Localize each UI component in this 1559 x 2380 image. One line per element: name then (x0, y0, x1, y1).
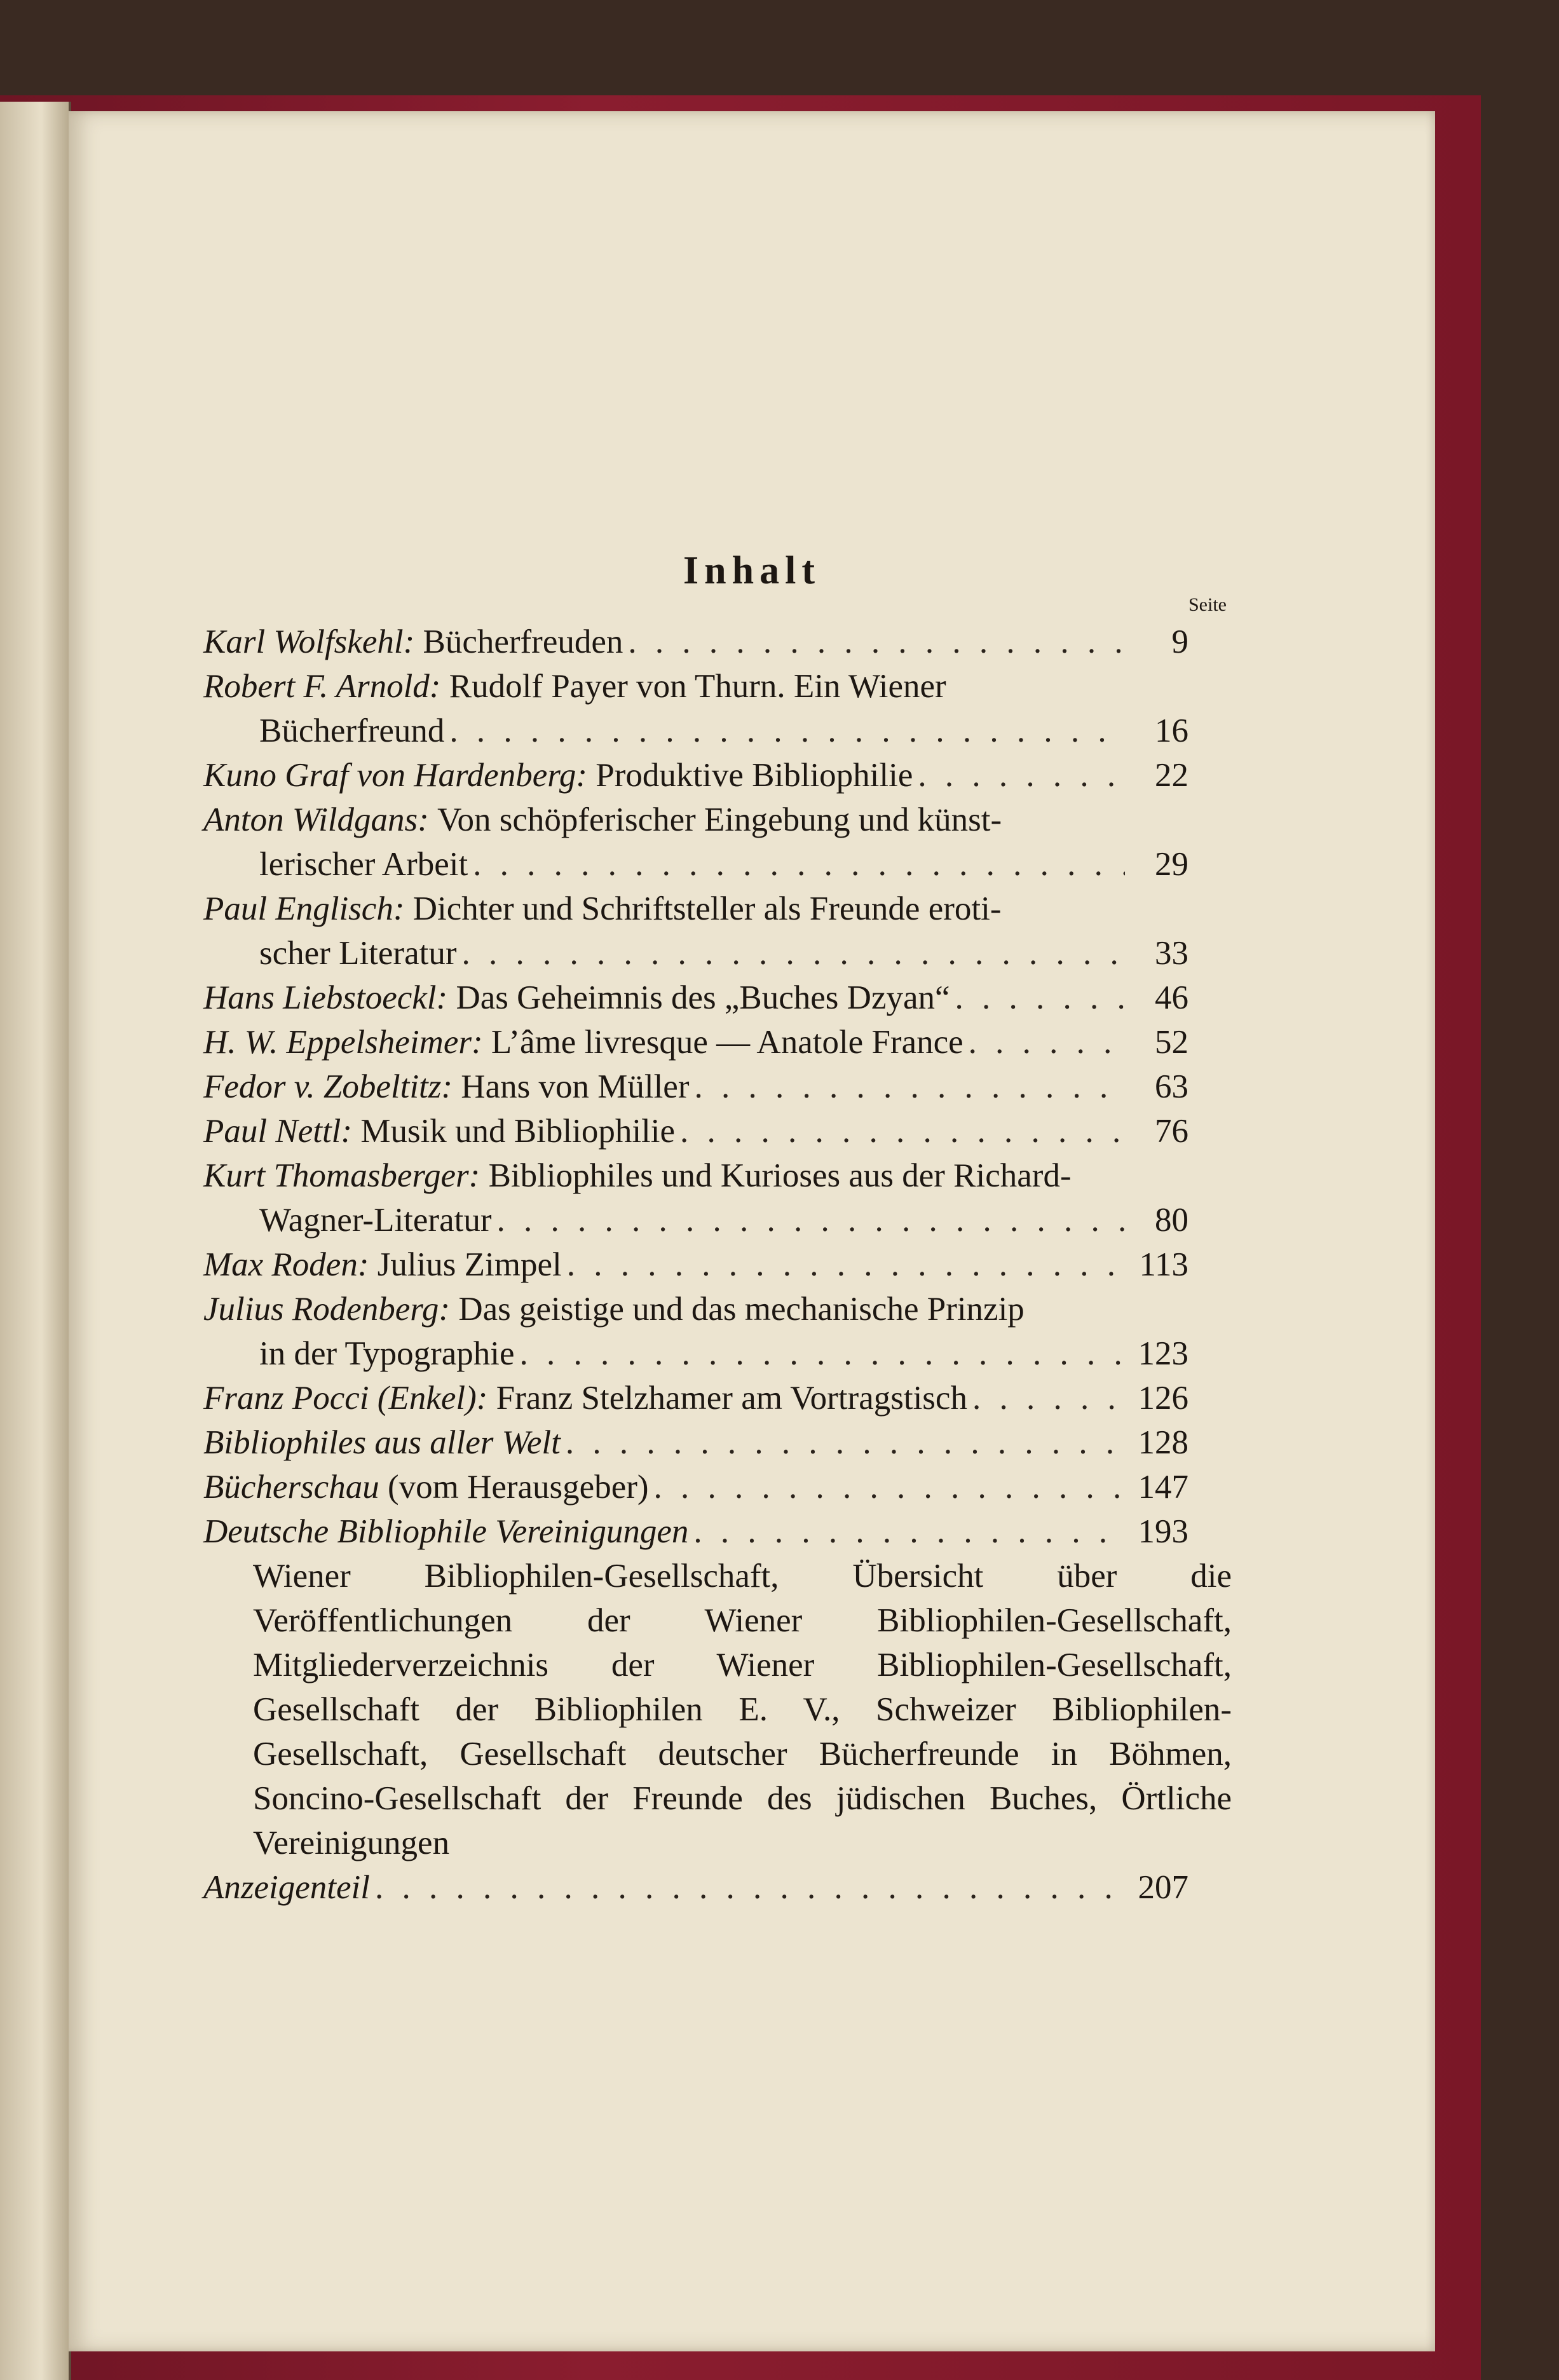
toc-page-number: 113 (1139, 1246, 1188, 1283)
toc-author: Robert F. Arnold: (203, 668, 441, 705)
toc-page-number: 80 (1155, 1202, 1188, 1239)
toc-page-number: 52 (1155, 1024, 1188, 1061)
toc-entry (203, 887, 1188, 976)
toc-entry (203, 1242, 1188, 1287)
toc-page-number: 128 (1138, 1424, 1188, 1461)
toc-page-number: 193 (1138, 1513, 1188, 1550)
toc-entry (203, 1509, 1188, 1554)
toc-title-continuation: lerischer Arbeit (259, 846, 468, 883)
toc-author: Kurt Thomasberger: (203, 1157, 480, 1194)
toc-author: Hans Liebstoeckl: (203, 979, 448, 1016)
toc-title: Hans von Müller (461, 1068, 690, 1105)
leader-dots (473, 842, 1125, 887)
leader-dots (520, 1331, 1125, 1376)
leader-dots (918, 753, 1125, 798)
toc-page-number: 147 (1138, 1469, 1188, 1506)
toc-entry (203, 1020, 1188, 1064)
toc-title: Produktive Bibliophilie (596, 757, 913, 794)
toc-page-number: 126 (1138, 1380, 1188, 1417)
page-title: Inhalt (683, 549, 820, 592)
table-of-contents (69, 111, 1435, 2351)
leader-dots (955, 976, 1125, 1020)
leader-dots (567, 1242, 1125, 1287)
toc-page-number: 123 (1138, 1335, 1188, 1372)
toc-author: H. W. Eppelsheimer: (203, 1024, 483, 1061)
toc-page-number: 29 (1155, 846, 1188, 883)
toc-page-number: 207 (1138, 1869, 1188, 1906)
toc-author: Paul Englisch: (203, 890, 405, 927)
leader-dots (694, 1064, 1125, 1109)
toc-page-number: 63 (1155, 1068, 1188, 1105)
toc-page-number: 22 (1155, 757, 1188, 794)
toc-title: Dichter und Schriftsteller als Freunde eroti- (412, 890, 1002, 927)
leader-dots (693, 1509, 1125, 1554)
toc-author: Karl Wolfskehl: (203, 623, 415, 660)
leader-dots (449, 709, 1125, 753)
toc-entry (203, 1109, 1188, 1153)
toc-title: Franz Stelzhamer am Vortragstisch (496, 1380, 967, 1417)
toc-title: (vom Herausgeber) (387, 1469, 649, 1506)
toc-page-number: 33 (1155, 935, 1188, 972)
toc-title-continuation: in der Typographie (259, 1335, 515, 1372)
toc-entry (203, 1465, 1188, 1509)
toc-author: Max Roden: (203, 1246, 369, 1283)
leader-dots (375, 1865, 1125, 1910)
leader-dots (969, 1020, 1125, 1064)
toc-title: Das Geheimnis des „Buches Dzyan“ (456, 979, 950, 1016)
toc-entry (203, 753, 1188, 798)
toc-page-number: 9 (1171, 623, 1188, 660)
leader-dots (654, 1465, 1125, 1509)
toc-entry (203, 976, 1188, 1020)
toc-entry (203, 1376, 1188, 1420)
toc-title: Bibliophiles und Kurioses aus der Richard- (488, 1157, 1072, 1194)
toc-title: L’âme livresque — Anatole France (491, 1024, 963, 1061)
toc-author: Anton Wildgans: (203, 801, 429, 838)
toc-title: Bücherfreuden (423, 623, 623, 660)
toc-title: Rudolf Payer von Thurn. Ein Wiener (449, 668, 946, 705)
toc-title-continuation: Bücherfreund (259, 712, 445, 749)
toc-page-number: 76 (1155, 1113, 1188, 1150)
toc-title: Musik und Bibliophilie (360, 1113, 676, 1150)
toc-author: Franz Pocci (Enkel): (203, 1380, 488, 1417)
toc-author: Anzeigenteil (203, 1869, 370, 1906)
toc-entry (203, 1153, 1188, 1242)
leader-dots (496, 1198, 1125, 1242)
toc-page-number: 16 (1155, 712, 1188, 749)
toc-entry (203, 1287, 1188, 1376)
toc-title: Julius Zimpel (377, 1246, 562, 1283)
toc-author: Kuno Graf von Hardenberg: (203, 757, 588, 794)
toc-author: Bibliophiles aus aller Welt (203, 1424, 561, 1461)
toc-title-continuation: scher Literatur (259, 935, 457, 972)
toc-author: Deutsche Bibliophile Vereinigungen (203, 1513, 689, 1550)
toc-entry (203, 1064, 1188, 1109)
column-label-seite: Seite (1188, 594, 1227, 615)
toc-page-number: 46 (1155, 979, 1188, 1016)
book-page (69, 111, 1435, 2351)
leader-dots (628, 620, 1125, 664)
toc-entry (203, 1420, 1188, 1465)
toc-entry (203, 798, 1188, 887)
leader-dots (566, 1420, 1125, 1465)
toc-author: Paul Nettl: (203, 1113, 353, 1150)
toc-title: Von schöpferischer Eingebung und künst- (437, 801, 1002, 838)
toc-entry (203, 1865, 1188, 1910)
toc-author: Fedor v. Zobeltitz: (203, 1068, 453, 1105)
toc-author: Julius Rodenberg: (203, 1291, 451, 1328)
leader-dots (972, 1376, 1125, 1420)
toc-author: Bücherschau (203, 1469, 379, 1506)
toc-entry (203, 620, 1188, 664)
vereinigungen-description: Wiener Bibliophilen-Gesellschaft, Übersicht über die Veröffentlichungen der Wiener Bibliophilen-Gesellschaft, Mitgliederverzeichnis der Wiener Bibliophilen-Gesellschaft, Gesellschaft der Bibliophilen E. V., Schweizer Bibliophilen-Gesellschaft, Gesellschaft deutscher Bücherfreunde in Böhmen, Soncino-Gesellschaft der Freunde des jüdischen Buches, Örtliche Vereinigungen (253, 1558, 1232, 1861)
leader-dots (461, 931, 1125, 976)
facing-page-edge (0, 102, 71, 2380)
toc-title-continuation: Wagner-Literatur (259, 1202, 492, 1239)
toc-title: Das geistige und das mechanische Prinzip (458, 1291, 1025, 1328)
toc-entry (203, 664, 1188, 753)
leader-dots (680, 1109, 1125, 1153)
